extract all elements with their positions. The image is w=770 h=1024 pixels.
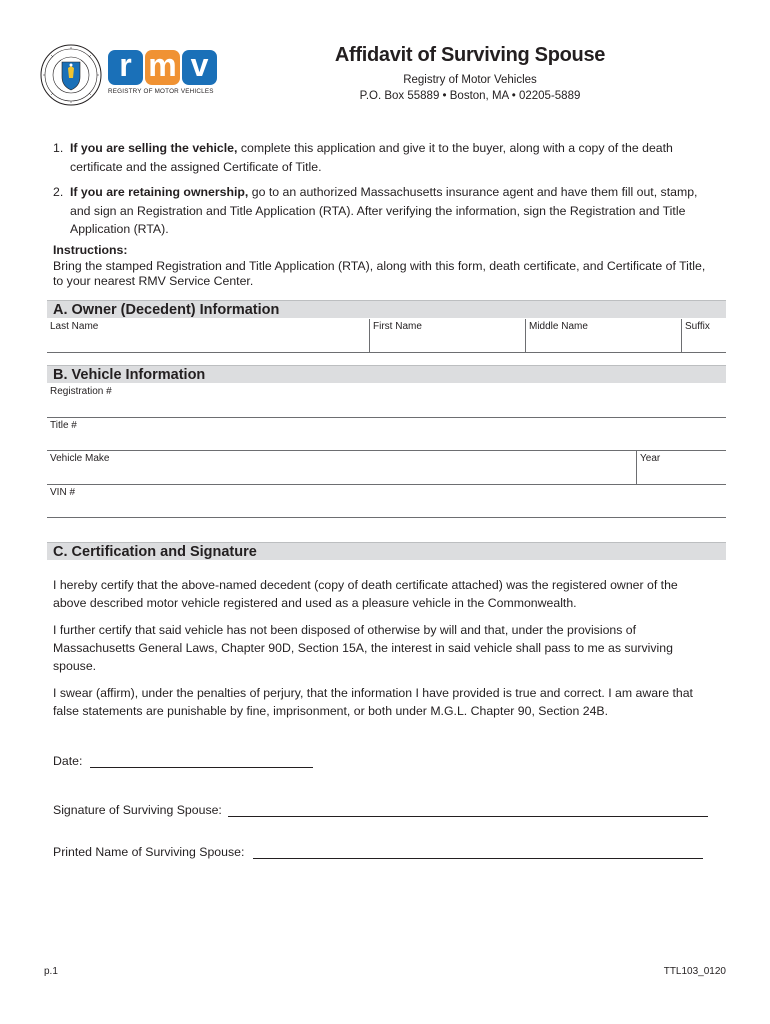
agency-name: Registry of Motor Vehicles (403, 74, 537, 86)
rmv-logo-m: m (145, 50, 180, 85)
step-text: go to an authorized Massachusetts insurance agent and have them fill out, stamp, and sign an Registration and Title Application (RTA). After verifying the information, sign the Registration and Title Application (RTA). (70, 185, 698, 236)
printed-name-input[interactable] (253, 847, 703, 859)
registration-label: Registration # (50, 386, 112, 397)
title-number-field[interactable] (47, 418, 726, 450)
suffix-field[interactable] (681, 319, 726, 352)
last-name-field[interactable] (47, 319, 369, 352)
date-input[interactable] (90, 756, 313, 768)
year-label: Year (640, 453, 661, 464)
instructions-heading: Instructions: (53, 243, 128, 257)
page-number: p.1 (44, 966, 58, 977)
suffix-label: Suffix (685, 321, 710, 332)
signature-label: Signature of Surviving Spouse: (53, 803, 222, 817)
owner-name-row (47, 319, 726, 353)
page-title: Affidavit of Surviving Spouse (334, 44, 606, 66)
step-text: complete this application and give it to the buyer, along with a copy of the death certificate and the assigned Certificate of Title. (70, 141, 673, 174)
instructions (53, 243, 713, 290)
middle-name-label: Middle Name (529, 321, 588, 332)
year-field[interactable] (636, 451, 726, 484)
vehicle-make-field[interactable] (47, 451, 636, 484)
title-row (47, 418, 726, 451)
step-heading: If you are retaining ownership, (70, 185, 249, 199)
registration-field[interactable] (47, 384, 726, 417)
section-c-header: C. Certification and Signature (47, 542, 726, 560)
date-line (53, 754, 313, 768)
middle-name-field[interactable] (525, 319, 681, 352)
first-name-field[interactable] (369, 319, 525, 352)
make-year-row (47, 451, 726, 485)
certification-paragraph: I further certify that said vehicle has not been disposed of otherwise by will and that, under the provisions of Massachusetts General Laws, Chapter 90D, Section 15A, the interest in said vehicle shall pass to me as surviving spouse. (53, 623, 673, 673)
title-number-label: Title # (50, 420, 77, 431)
massachusetts-seal-icon (40, 44, 102, 106)
step-2 (53, 183, 713, 239)
date-label: Date: (53, 754, 83, 768)
vin-row (47, 485, 726, 518)
rmv-logo (108, 47, 220, 98)
last-name-label: Last Name (50, 321, 99, 332)
agency-po-box: P.O. Box 55889 • Boston, MA • 02205-5889 (359, 90, 581, 102)
certification-text (53, 576, 713, 729)
registration-row (47, 384, 726, 418)
rmv-logo-subtitle: REGISTRY OF MOTOR VEHICLES (108, 88, 214, 95)
instructions-text: Bring the stamped Registration and Title Application (RTA), along with this form, death certificate, and Certificate of Title, to your nearest RMV Service Center. (53, 258, 706, 288)
step-heading: If you are selling the vehicle, (70, 141, 238, 155)
vin-label: VIN # (50, 487, 76, 498)
steps-list (53, 139, 713, 246)
step-number: 2. (53, 185, 64, 199)
rmv-logo-r: r (108, 50, 143, 85)
section-b-header: B. Vehicle Information (47, 365, 726, 383)
step-number: 1. (53, 141, 64, 155)
signature-input[interactable] (228, 805, 708, 817)
certification-paragraph: I hereby certify that the above-named decedent (copy of death certificate attached) was the registered owner of the above described motor vehicle registered and used as a pleasure vehicle in the Commonwealth. (53, 578, 678, 610)
step-1 (53, 139, 713, 176)
rmv-logo-v: v (182, 50, 217, 85)
first-name-label: First Name (373, 321, 422, 332)
signature-line (53, 803, 708, 817)
form-id: TTL103_0120 (663, 966, 726, 977)
section-a-header: A. Owner (Decedent) Information (47, 300, 726, 318)
vin-field[interactable] (47, 485, 726, 517)
certification-paragraph: I swear (affirm), under the penalties of perjury, that the information I have provided is true and correct. I am aware that false statements are punishable by fine, imprisonment, or both under M.G.L. Chapter 90, Section 24B. (53, 686, 693, 718)
printed-name-line (53, 845, 703, 859)
vehicle-make-label: Vehicle Make (50, 453, 110, 464)
agency-address (300, 72, 640, 104)
printed-name-label: Printed Name of Surviving Spouse: (53, 845, 245, 859)
